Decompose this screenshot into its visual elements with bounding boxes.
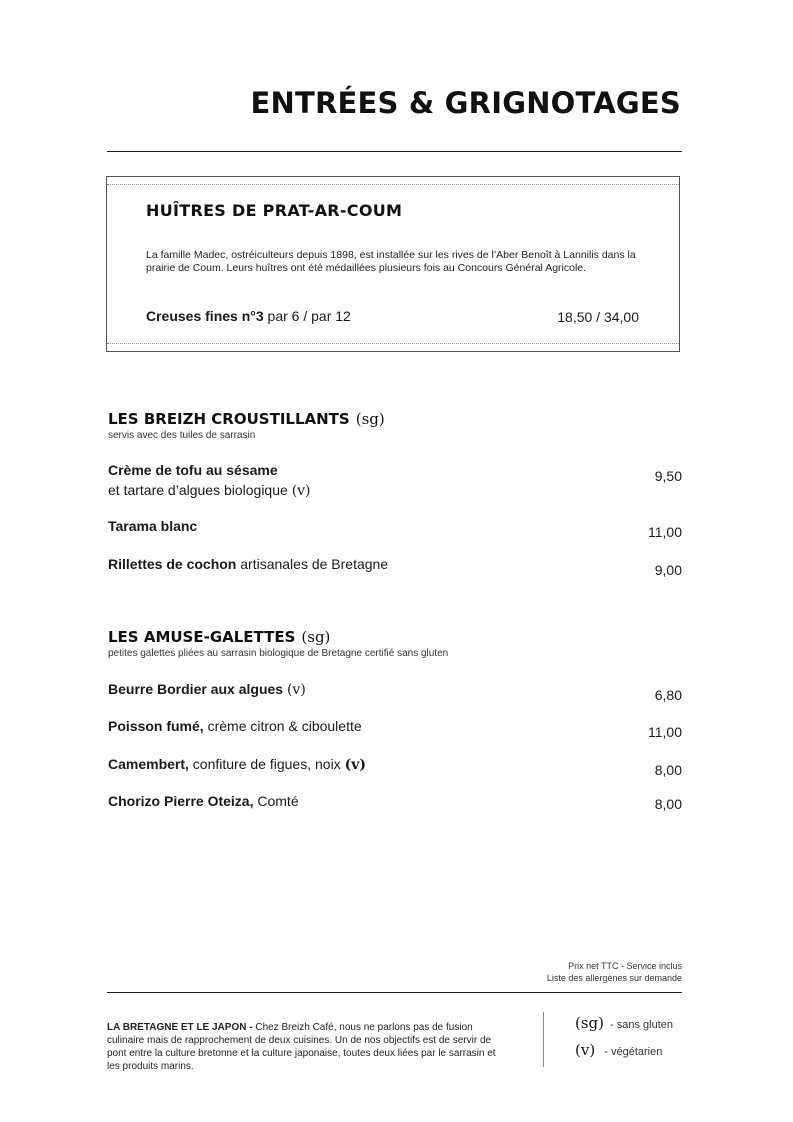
vegetarian-tag: (v) [291, 483, 311, 499]
menu-item-detail: Comté [253, 793, 299, 809]
sans-gluten-tag: (sg) [355, 410, 385, 428]
menu-item-name: Beurre Bordier aux algues [108, 681, 284, 697]
menu-item-name: Crème de tofu au sésame [108, 462, 278, 478]
menu-item-detail: crème citron & ciboulette [203, 718, 362, 734]
menu-item-name: Chorizo Pierre Oteiza, [108, 793, 254, 809]
footer-divider [107, 992, 682, 993]
menu-item-price: 8,00 [654, 762, 682, 778]
vegetarian-tag: (v) [286, 682, 306, 698]
menu-item-price: 6,80 [654, 687, 682, 703]
page-title: ENTRÉES & GRIGNOTAGES [250, 86, 681, 120]
about-body: Chez Breizh Café, nous ne parlons pas de fusion culinaire mais de rapprochement de deux cuisines. Un de nos objectifs est de servir de pont entre la culture bretonne et la culture japonaise, toutes deux liées par le sarrasin et les produits marins. [107, 1022, 496, 1072]
menu-item [108, 754, 548, 775]
featured-item-name: Creuses fines n°3 [146, 308, 264, 324]
section-title-text: LES AMUSE-GALETTES [108, 628, 296, 646]
menu-item-detail: et tartare d’algues biologique [108, 482, 288, 498]
menu-item [108, 716, 548, 736]
menu-item-price: 8,00 [654, 796, 682, 812]
menu-item-name: Rillettes de cochon [108, 556, 237, 572]
menu-item-name: Poisson fumé, [108, 718, 204, 734]
menu-item [108, 516, 548, 536]
section-subtitle: servis avec des tuiles de sarrasin [108, 430, 256, 441]
allergen-note-line: Liste des allergènes sur demande [546, 973, 682, 983]
sans-gluten-tag: (sg) [301, 628, 331, 646]
menu-item [108, 554, 548, 574]
menu-item-price: 11,00 [648, 524, 682, 540]
about-text [107, 1021, 507, 1073]
section-title-text: LES BREIZH CROUSTILLANTS [108, 410, 350, 428]
dotted-line-bottom [107, 343, 679, 344]
section-title-croustillants [108, 410, 385, 428]
dotted-line-top [107, 184, 679, 185]
legend-vegetarien [575, 1041, 662, 1059]
legend-symbol: (v) [575, 1041, 596, 1059]
menu-item-detail: artisanales de Bretagne [236, 556, 389, 572]
section-subtitle: petites galettes pliées au sarrasin biologique de Bretagne certifié sans gluten [108, 648, 449, 659]
featured-item-detail: par 6 / par 12 [263, 308, 351, 324]
price-note [547, 960, 682, 984]
legend-label: - végétarien [601, 1046, 663, 1058]
section-title-amuse-galettes [108, 628, 330, 646]
menu-item-name: Tarama blanc [108, 518, 198, 534]
featured-title: HUÎTRES DE PRAT-AR-COUM [146, 201, 403, 220]
title-divider [107, 151, 682, 152]
menu-item-detail: confiture de figues, noix [188, 756, 341, 772]
menu-item [108, 791, 548, 811]
menu-item [108, 460, 548, 501]
footer-vertical-divider [543, 1012, 544, 1067]
legend-label: - sans gluten [610, 1019, 673, 1031]
menu-item [108, 679, 548, 700]
menu-item-price: 9,50 [654, 468, 682, 484]
legend-symbol: (sg) [575, 1014, 605, 1032]
featured-price: 18,50 / 34,00 [557, 309, 639, 325]
menu-item-price: 11,00 [648, 724, 682, 740]
menu-item-price: 9,00 [654, 562, 682, 578]
price-note-line: Prix net TTC - Service inclus [568, 961, 682, 971]
featured-description: La famille Madec, ostréiculteurs depuis 1898, est installée sur les rives de l’Aber Benoît à Lannilis dans la prairie de Coum. Leurs huîtres ont été médaillées plusieurs fois au Concours Général Agricole. [146, 249, 636, 274]
menu-item-name: Camembert, [108, 756, 189, 772]
vegetarian-tag: (v) [344, 757, 366, 773]
legend-sans-gluten [575, 1014, 673, 1032]
featured-item [146, 308, 351, 324]
about-heading: LA BRETAGNE ET LE JAPON - [107, 1022, 253, 1033]
featured-oysters-box [106, 176, 680, 352]
